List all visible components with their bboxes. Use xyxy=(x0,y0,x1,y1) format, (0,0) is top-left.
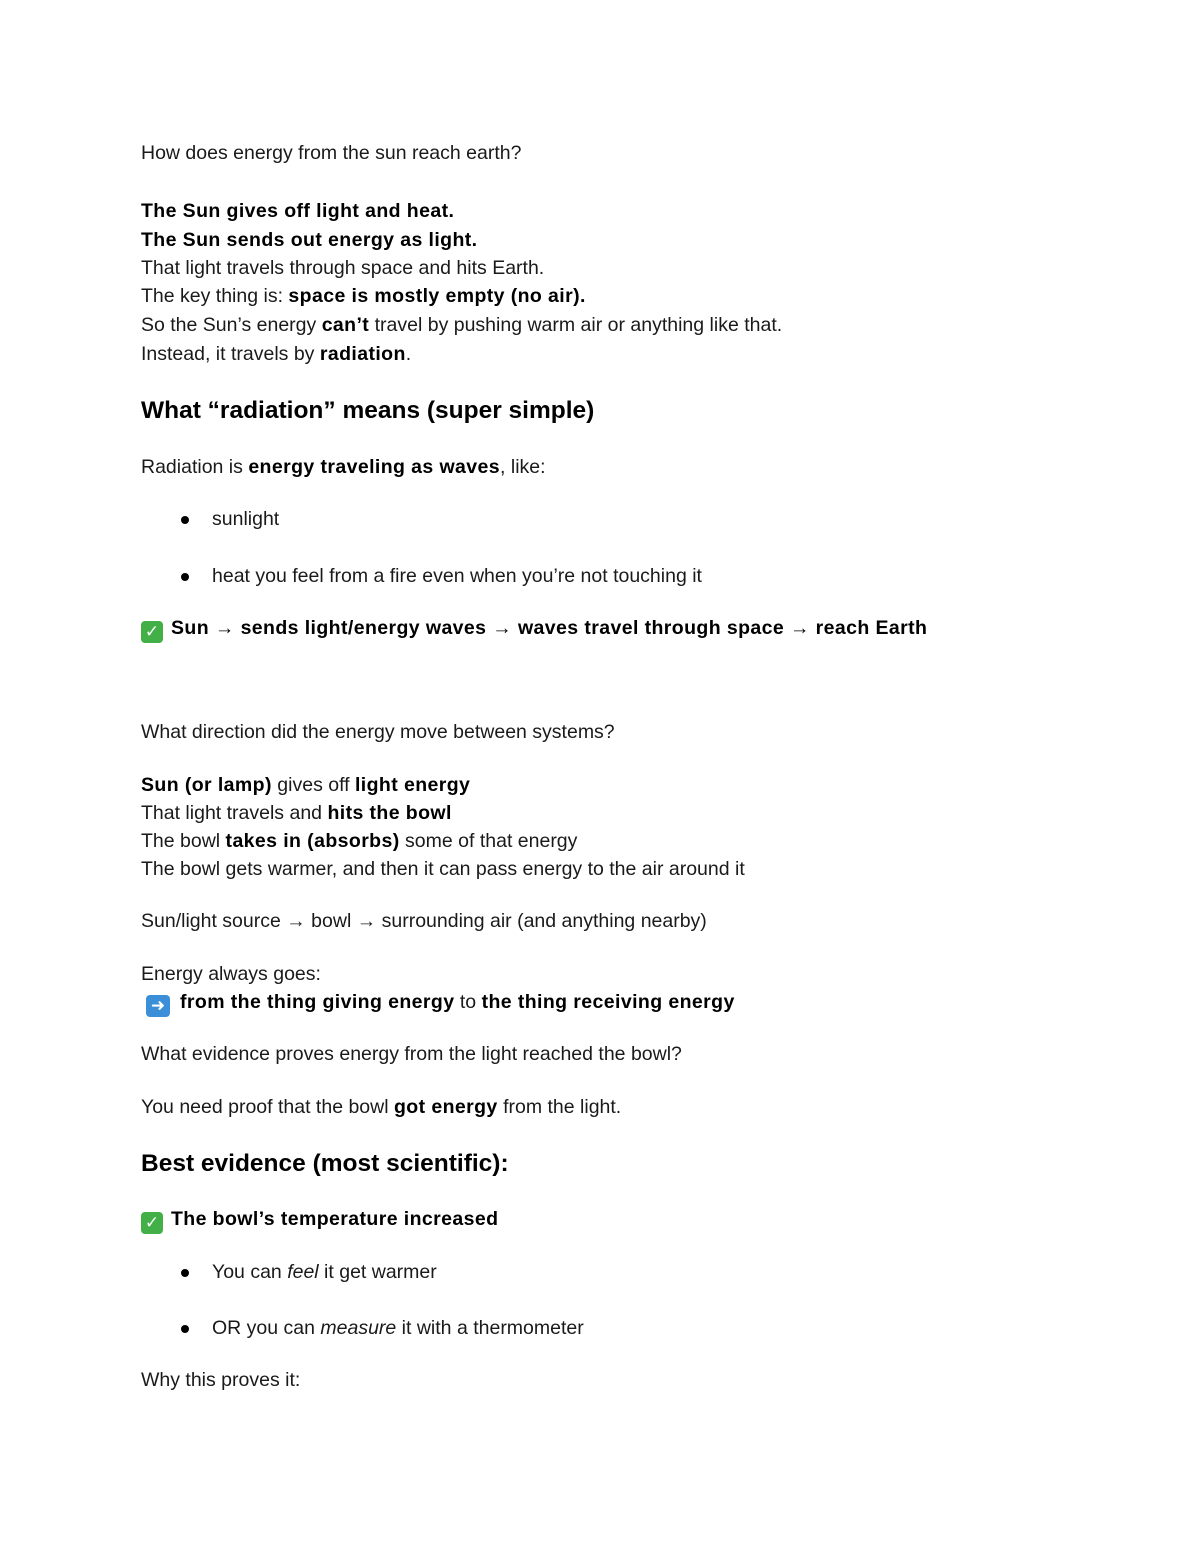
direction-line-3 xyxy=(141,829,577,853)
heading-best-evidence: Best evidence (most scientific): xyxy=(141,1150,509,1177)
bold-text: The Sun sends out energy as light. xyxy=(141,229,478,251)
text: Radiation is xyxy=(141,456,249,478)
bold-text: light energy xyxy=(354,774,471,796)
text: OR you can xyxy=(212,1317,321,1339)
text: Sun/light source → bowl → surrounding air (and anything nearby) xyxy=(141,910,707,932)
bold-text: radiation xyxy=(319,343,406,365)
text: The bowl gets warmer, and then it can pass energy to the air around it xyxy=(141,858,745,880)
text: some of that energy xyxy=(399,830,578,852)
bullet-sunlight: sunlight xyxy=(212,508,280,530)
text: gives off xyxy=(271,774,355,796)
text: So the Sun’s energy xyxy=(141,314,322,336)
evidence-temperature xyxy=(141,1207,498,1234)
bold-text: from the thing giving energy xyxy=(180,991,455,1013)
text: from the light. xyxy=(497,1096,622,1118)
text: That light travels and xyxy=(141,802,328,824)
text: Instead, it travels by xyxy=(141,343,320,365)
text: travel by pushing warm air or anything like that. xyxy=(369,314,783,336)
question-evidence xyxy=(141,1042,682,1066)
question-text: What direction did the energy move between systems? xyxy=(141,721,615,743)
question-energy-direction xyxy=(141,720,615,744)
text: You can xyxy=(212,1261,288,1283)
bold-text: got energy xyxy=(393,1096,498,1118)
bullet-dot xyxy=(181,1325,189,1333)
text: You need proof that the bowl xyxy=(141,1096,394,1118)
energy-always-goes xyxy=(141,962,321,986)
text: Energy always goes: xyxy=(141,963,321,985)
bold-text: takes in (absorbs) xyxy=(225,830,400,852)
answer-line-2 xyxy=(141,228,477,252)
question-text: How does energy from the sun reach earth? xyxy=(141,142,522,164)
energy-direction-rule xyxy=(141,990,735,1017)
bold-text: hits the bowl xyxy=(327,802,452,824)
text: it get warmer xyxy=(318,1261,437,1283)
answer-line-5 xyxy=(141,313,782,337)
why-this-proves-it xyxy=(141,1368,300,1392)
italic-text: measure xyxy=(320,1317,397,1339)
radiation-intro xyxy=(141,455,546,479)
text: Why this proves it: xyxy=(141,1369,301,1391)
bold-text: energy traveling as waves xyxy=(248,456,501,478)
answer-line-4 xyxy=(141,284,586,308)
question-sun-to-earth xyxy=(141,141,521,165)
answer-line-6 xyxy=(141,342,411,366)
energy-flow xyxy=(141,909,707,933)
bullet-dot xyxy=(181,573,189,581)
direction-line-4 xyxy=(141,857,745,881)
bullet-fire-heat: heat you feel from a fire even when you’re not touching it xyxy=(212,565,702,587)
bullet-measure-thermometer xyxy=(212,1316,584,1340)
text: it with a thermometer xyxy=(396,1317,584,1339)
answer-line-3 xyxy=(141,256,544,280)
check-mark-icon: ✓ xyxy=(141,1212,163,1234)
bold-text: space is mostly empty (no air). xyxy=(288,285,586,307)
check-mark-icon: ✓ xyxy=(141,621,163,643)
answer-line-1 xyxy=(141,199,454,223)
bold-text: the thing receiving energy xyxy=(481,991,735,1013)
bold-text: The Sun gives off light and heat. xyxy=(141,200,455,222)
text: The bowl xyxy=(141,830,226,852)
bullet-dot xyxy=(181,1269,189,1277)
bold-text: Sun (or lamp) xyxy=(141,774,272,796)
text: The key thing is: xyxy=(141,285,289,307)
bullet-feel-warmer xyxy=(212,1260,437,1284)
direction-line-2 xyxy=(141,801,452,825)
evidence-need xyxy=(141,1095,621,1119)
text: . xyxy=(405,343,412,365)
italic-text: feel xyxy=(287,1261,319,1283)
text: That light travels through space and hits Earth. xyxy=(141,257,545,279)
text: to xyxy=(454,991,482,1013)
bold-text: Sun → sends light/energy waves → waves travel through space → reach Earth xyxy=(171,617,928,639)
text: , like: xyxy=(500,456,546,478)
bold-text: can’t xyxy=(321,314,370,336)
bullet-dot xyxy=(181,516,189,524)
arrow-right-icon: ➜ xyxy=(146,995,170,1017)
heading-radiation-meaning: What “radiation” means (super simple) xyxy=(141,397,595,424)
direction-line-1 xyxy=(141,773,470,797)
radiation-summary xyxy=(141,616,927,643)
bold-text: The bowl’s temperature increased xyxy=(171,1208,499,1230)
question-text: What evidence proves energy from the light reached the bowl? xyxy=(141,1043,682,1065)
